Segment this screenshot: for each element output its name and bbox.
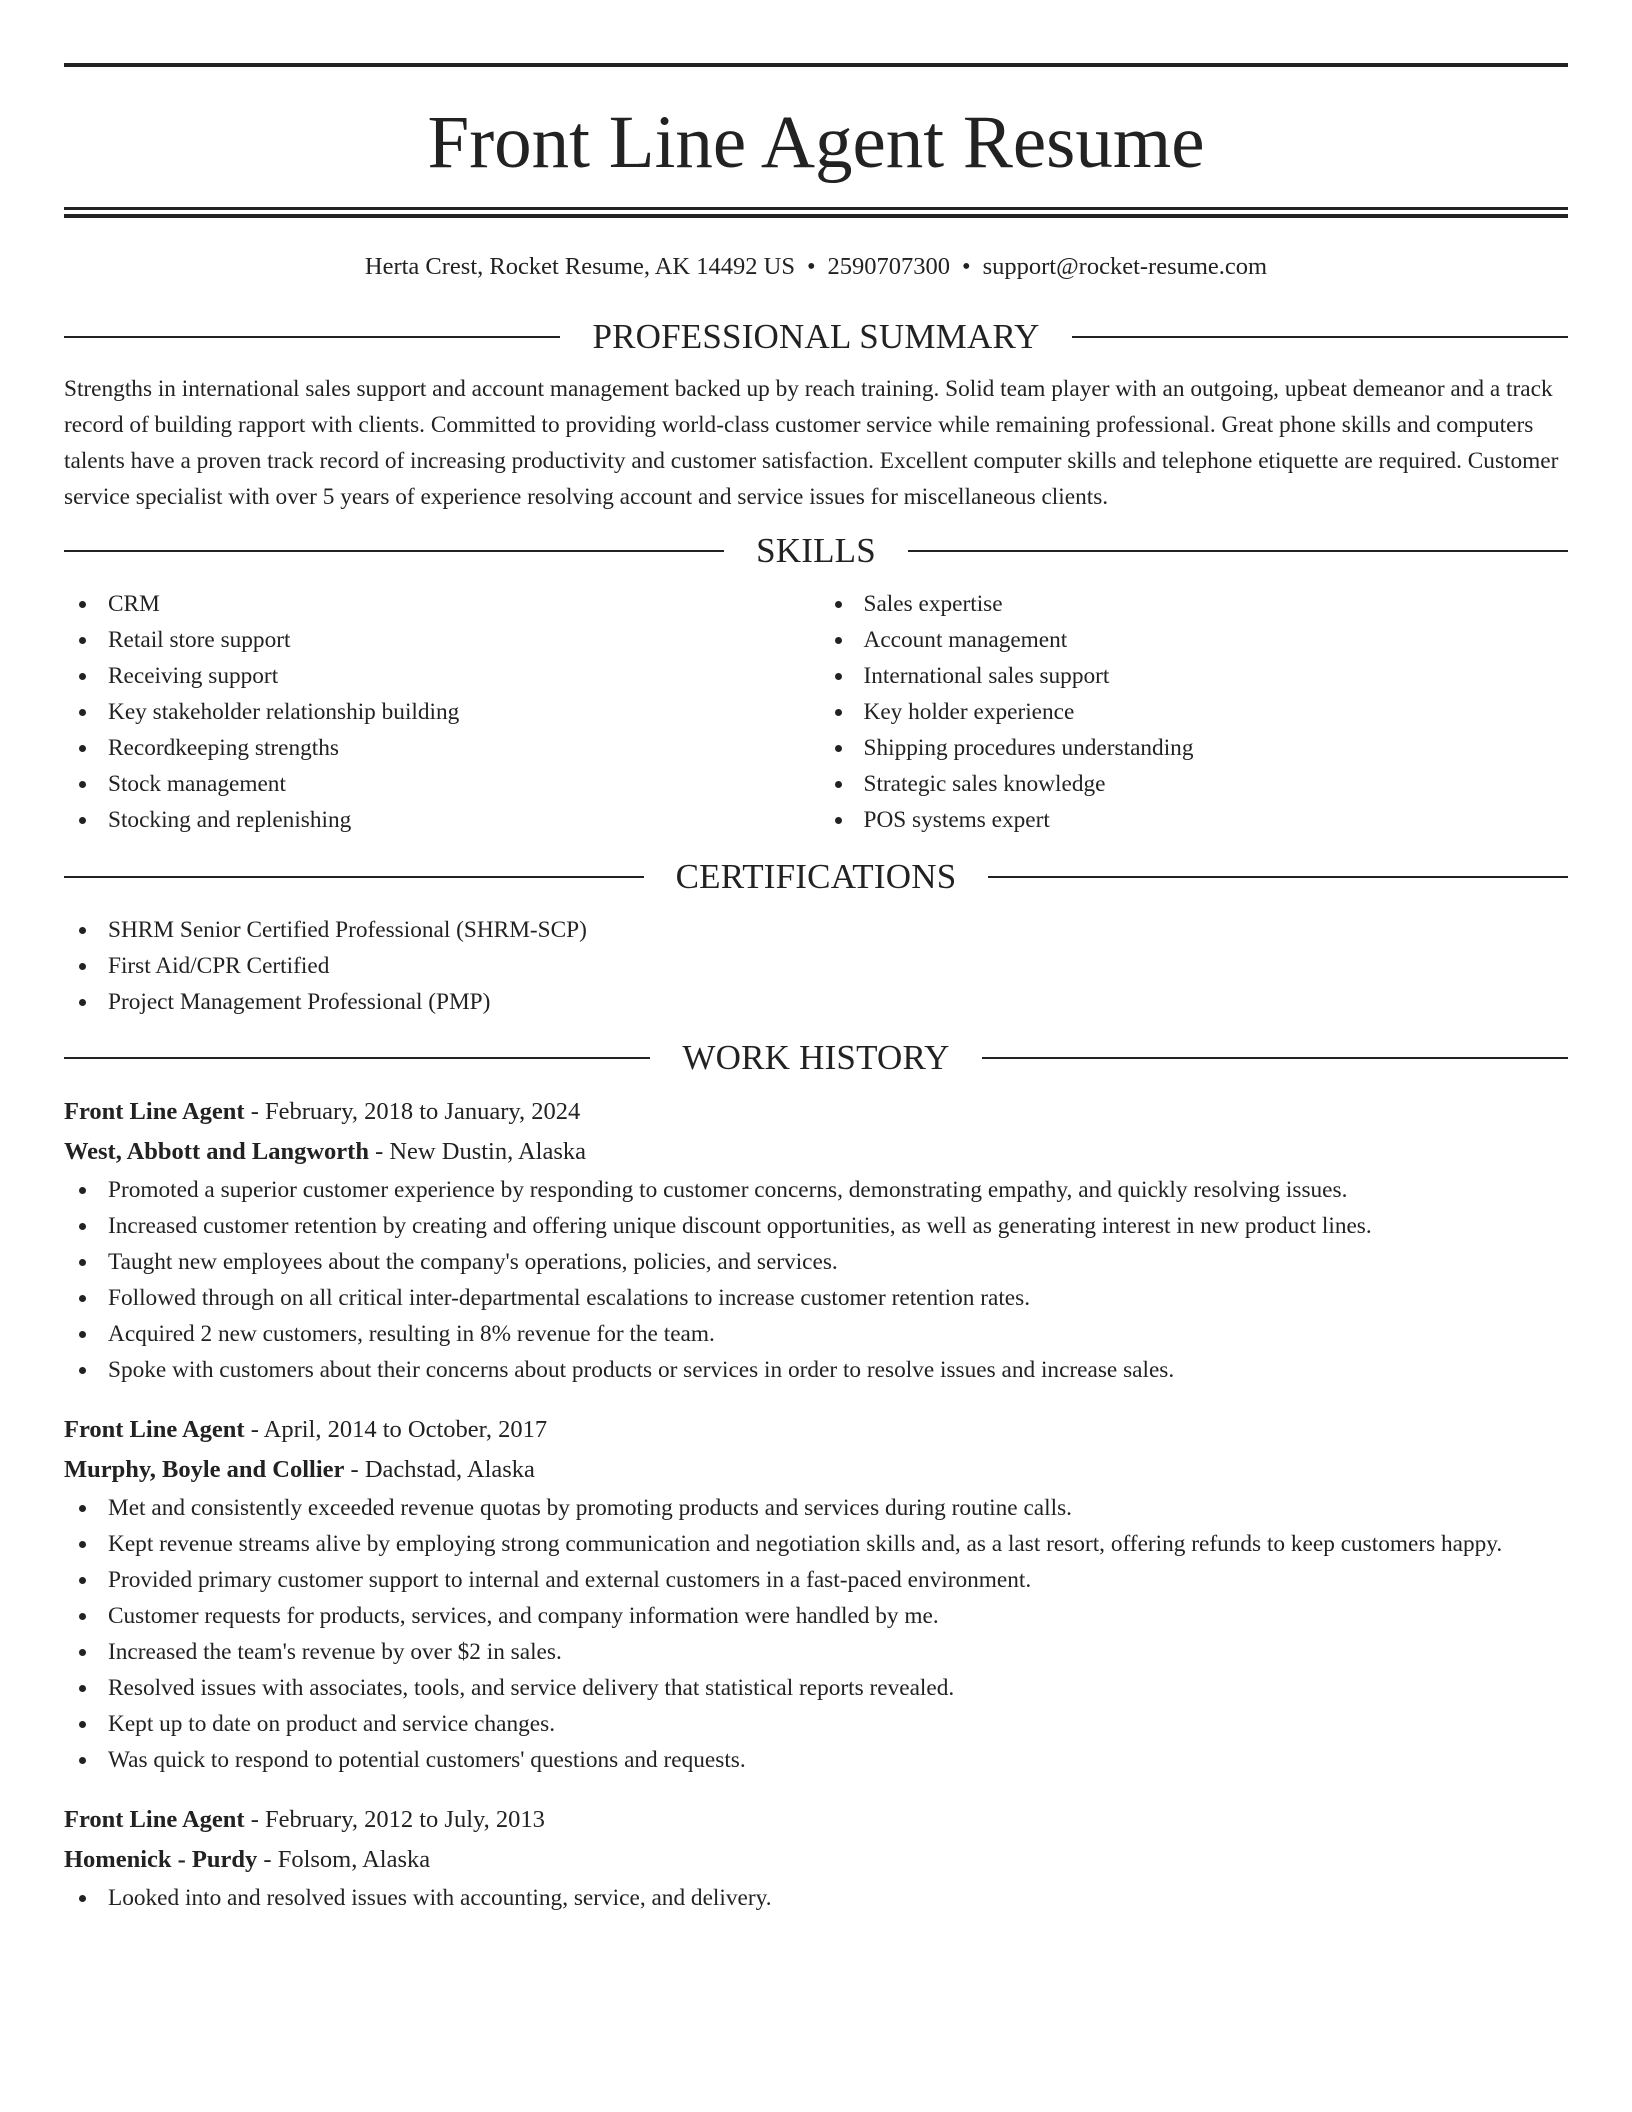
job-bullet: Increased customer retention by creating and offering unique discount opportunities, as well as generating interest in new product lines. [64,1208,1568,1244]
heading-rule-right [1072,336,1568,338]
job-company: Homenick - Purdy [64,1846,258,1873]
job-bullet: Met and consistently exceeded revenue quotas by promoting products and services during routine calls. [64,1490,1568,1526]
contact-address: Herta Crest, Rocket Resume, AK 14492 US [364,253,795,280]
job-bullet: Provided primary customer support to internal and external customers in a fast-paced environment. [64,1562,1568,1598]
job-company-line [64,1840,1568,1880]
skill-item: Stocking and replenishing [64,802,813,838]
contact-separator: • [962,253,971,280]
job-bullet: Promoted a superior customer experience by responding to customer concerns, demonstrating empathy, and quickly resolving issues. [64,1172,1568,1208]
job-bullet-list [64,1880,1568,1916]
job-title: Front Line Agent [64,1098,245,1125]
work-history-list [64,1092,1568,1916]
resume-title: Front Line Agent Resume [427,101,1205,184]
summary-text: Strengths in international sales support and account management backed up by reach training. Solid team player with an outgoing, upbeat demeanor and a track record of building rapport with clients. Committed to providing world-class customer service while remaining professional. Great phone skills and computers talents have a proven track record of increasing productivity and customer satisfaction. Excellent computer skills and telephone etiquette are required. Customer service specialist with over 5 years of experience resolving account and service issues for miscellaneous clients. [64,376,1559,510]
heading-rule-right [908,550,1568,552]
job-bullet: Acquired 2 new customers, resulting in 8% revenue for the team. [64,1316,1568,1352]
contact-phone: 2590707300 [827,253,951,280]
job-bullet: Was quick to respond to potential customers' questions and requests. [64,1742,1568,1778]
title-double-rule [64,207,1568,218]
job-dates: - April, 2014 to October, 2017 [244,1416,548,1443]
job-bullet: Increased the team's revenue by over $2 in sales. [64,1634,1568,1670]
job-title-line [64,1092,1568,1132]
job-bullet: Spoke with customers about their concerns about products or services in order to resolve issues and increase sales. [64,1352,1568,1388]
job-bullet: Kept up to date on product and service changes. [64,1706,1568,1742]
skill-item: Receiving support [64,658,813,694]
job-company-line [64,1132,1568,1172]
job-bullet-list [64,1490,1568,1778]
job-title-line [64,1800,1568,1840]
job-location: - Folsom, Alaska [257,1846,431,1873]
certification-item: SHRM Senior Certified Professional (SHRM-SCP) [64,912,1568,948]
skill-item: Sales expertise [820,586,1569,622]
job-title: Front Line Agent [64,1806,245,1833]
contact-line [64,251,1568,283]
work-history-heading [64,1036,1568,1080]
job-bullet: Followed through on all critical inter-departmental escalations to increase customer retention rates. [64,1280,1568,1316]
skill-item: Retail store support [64,622,813,658]
job-title: Front Line Agent [64,1416,245,1443]
job-location: - Dachstad, Alaska [344,1456,535,1483]
skills-heading [64,529,1568,573]
skill-item: Strategic sales knowledge [820,766,1569,802]
heading-rule-left [64,550,724,552]
skill-item: Key holder experience [820,694,1569,730]
job-bullet-list [64,1172,1568,1388]
certification-item: First Aid/CPR Certified [64,948,1568,984]
heading-rule-left [64,876,644,878]
skill-item: POS systems expert [820,802,1569,838]
skill-item: Recordkeeping strengths [64,730,813,766]
skill-item: CRM [64,586,813,622]
skill-item: Shipping procedures understanding [820,730,1569,766]
job-dates: - February, 2012 to July, 2013 [244,1806,545,1833]
job-entry [64,1410,1568,1778]
job-bullet: Taught new employees about the company's operations, policies, and services. [64,1244,1568,1280]
contact-email: support@rocket-resume.com [982,253,1268,280]
job-bullet: Resolved issues with associates, tools, and service delivery that statistical reports revealed. [64,1670,1568,1706]
job-bullet: Looked into and resolved issues with accounting, service, and delivery. [64,1880,1568,1916]
job-dates: - February, 2018 to January, 2024 [244,1098,581,1125]
skill-item: International sales support [820,658,1569,694]
contact-separator: • [806,253,816,280]
job-entry [64,1092,1568,1388]
certification-item: Project Management Professional (PMP) [64,984,1568,1020]
work-history-heading-label: WORK HISTORY [682,1038,950,1077]
skill-item: Stock management [64,766,813,802]
heading-rule-left [64,1057,650,1059]
job-location: - New Dustin, Alaska [368,1138,587,1165]
skills-list-right [813,586,1569,838]
skills-grid [64,586,1568,838]
job-company: Murphy, Boyle and Collier [64,1456,345,1483]
job-bullet: Customer requests for products, services, and company information were handled by me. [64,1598,1568,1634]
job-entry [64,1800,1568,1916]
job-company-line [64,1450,1568,1490]
skill-item: Account management [820,622,1569,658]
heading-rule-left [64,336,560,338]
job-title-line [64,1410,1568,1450]
certifications-heading [64,855,1568,899]
top-rule [64,63,1568,67]
summary-heading [64,315,1568,359]
certifications-heading-label: CERTIFICATIONS [675,857,957,896]
job-bullet: Kept revenue streams alive by employing strong communication and negotiation skills and, as a last resort, offering refunds to keep customers happy. [64,1526,1568,1562]
heading-rule-right [982,1057,1568,1059]
skill-item: Key stakeholder relationship building [64,694,813,730]
skills-heading-label: SKILLS [756,531,876,570]
summary-heading-label: PROFESSIONAL SUMMARY [592,317,1040,356]
heading-rule-right [988,876,1568,878]
skills-list-left [64,586,813,838]
job-company: West, Abbott and Langworth [64,1138,369,1165]
certifications-list [64,912,1568,1020]
